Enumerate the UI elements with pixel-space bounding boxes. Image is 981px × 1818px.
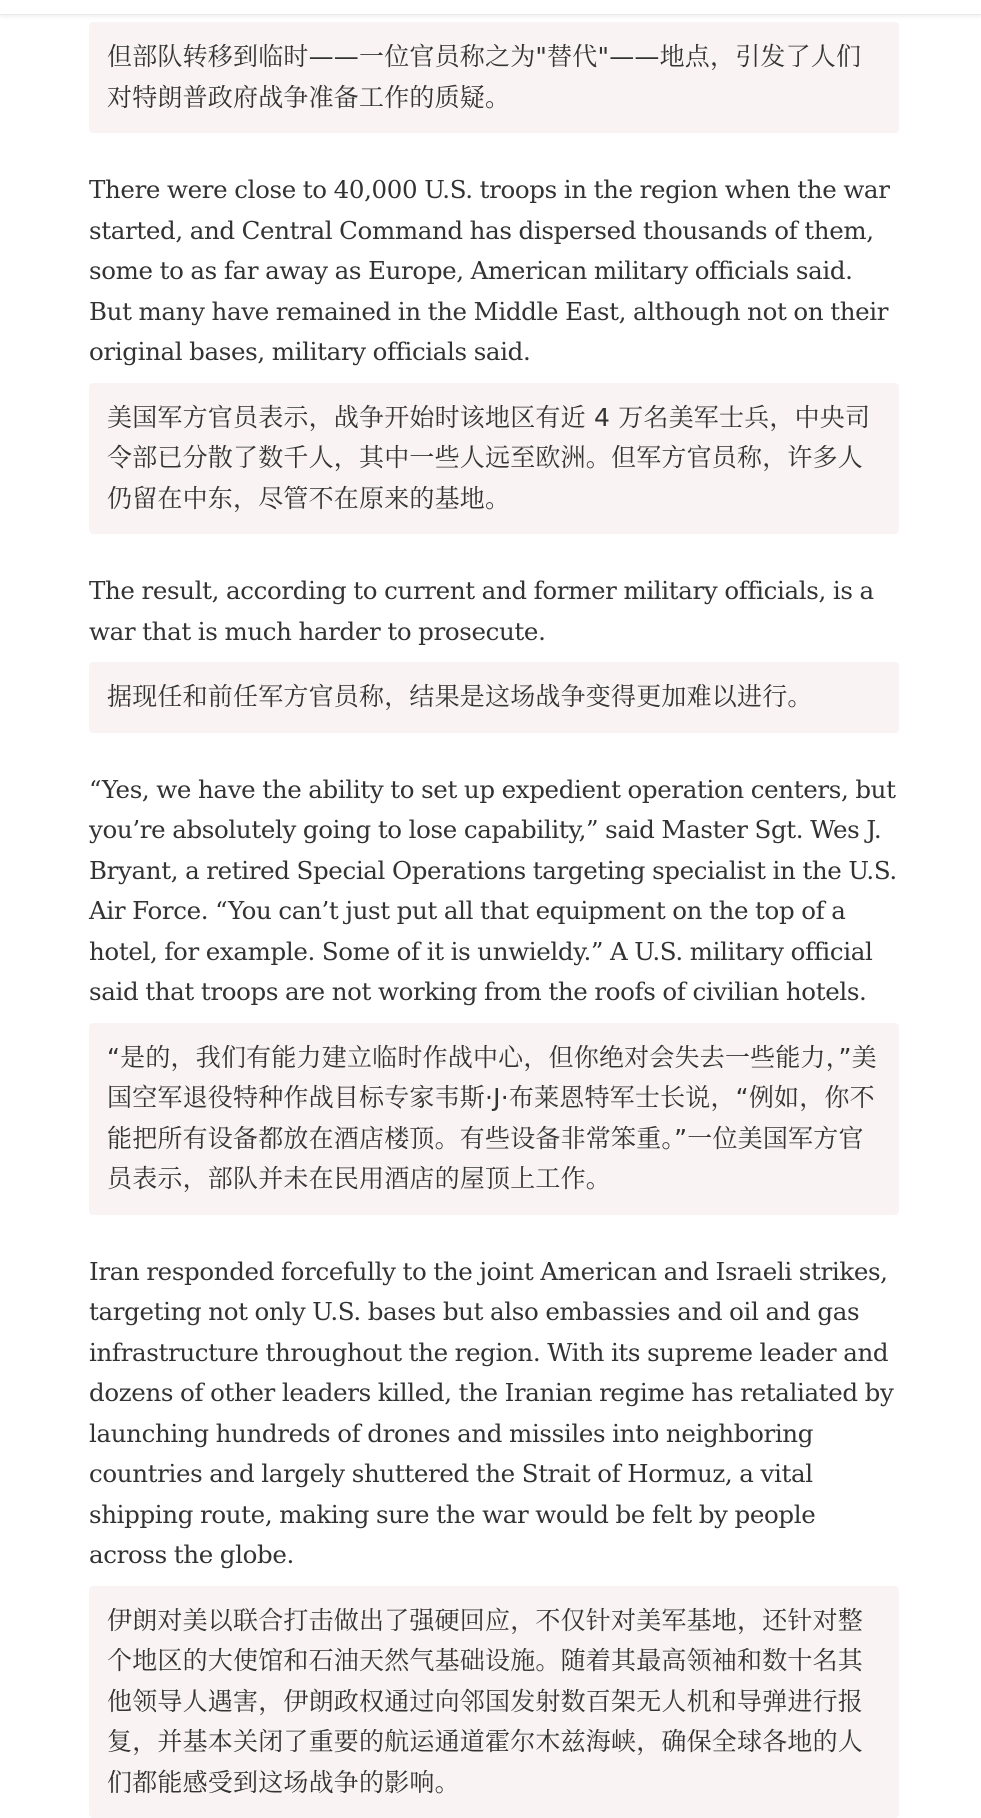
translation-block-2: 美国军方官员表示，战争开始时该地区有近 4 万名美军士兵，中央司令部已分散了数千人，其中一些人远至欧洲。但军方官员称，许多人仍留在中东，尽管不在原来的基地。 xyxy=(89,383,899,535)
translation-block-5: 伊朗对美以联合打击做出了强硬回应，不仅针对美军基地，还针对整个地区的大使馆和石油天然气基础设施。随着其最高领袖和数十名其他领导人遇害，伊朗政权通过向邻国发射数百架无人机和导弹进行报复，并基本关闭了重要的航运通道霍尔木兹海峡，确保全球各地的人们都能感受到这场战争的影响。 xyxy=(89,1586,899,1818)
english-paragraph-3: The result, according to current and former military officials, is a war that is much harder to prosecute. xyxy=(89,571,899,652)
translation-block-3: 据现任和前任军方官员称，结果是这场战争变得更加难以进行。 xyxy=(89,662,899,733)
bilingual-article xyxy=(89,22,899,1818)
translation-block-4: “是的，我们有能力建立临时作战中心，但你绝对会失去一些能力，”美国空军退役特种作战目标专家韦斯·J·布莱恩特军士长说，“例如，你不能把所有设备都放在酒店楼顶。有些设备非常笨重。”一位美国军方官员表示，部队并未在民用酒店的屋顶上工作。 xyxy=(89,1023,899,1215)
english-paragraph-2: There were close to 40,000 U.S. troops in the region when the war started, and Central Command has dispersed thousands of them, some to as far away as Europe, American military officials said. But many have remained in the Middle East, although not on their original bases, military officials said. xyxy=(89,170,899,373)
english-paragraph-5: Iran responded forcefully to the joint American and Israeli strikes, targeting not only U.S. bases but also embassies and oil and gas infrastructure throughout the region. With its supreme leader and dozens of other leaders killed, the Iranian regime has retaliated by launching hundreds of drones and missiles into neighboring countries and largely shuttered the Strait of Hormuz, a vital shipping route, making sure the war would be felt by people across the globe. xyxy=(89,1252,899,1576)
translation-block-1: 但部队转移到临时——一位官员称之为"替代"——地点，引发了人们对特朗普政府战争准备工作的质疑。 xyxy=(89,22,899,133)
english-paragraph-4: “Yes, we have the ability to set up expedient operation centers, but you’re absolutely going to lose capability,” said Master Sgt. Wes J. Bryant, a retired Special Operations targeting specialist in the U.S. Air Force. “You can’t just put all that equipment on the top of a hotel, for example. Some of it is unwieldy.” A U.S. military official said that troops are not working from the roofs of civilian hotels. xyxy=(89,770,899,1013)
top-bar xyxy=(0,0,981,15)
